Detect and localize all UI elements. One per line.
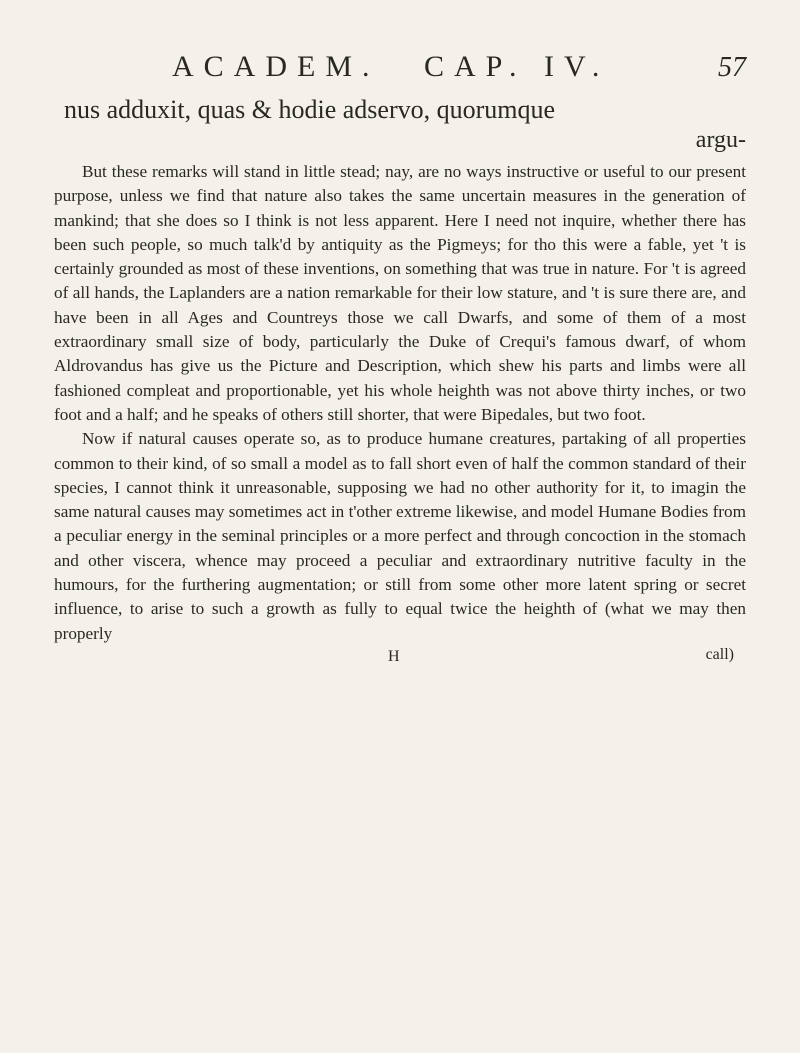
running-head-left: ACADEM. [172, 50, 380, 83]
paragraph-1: But these remarks will stand in little stead; nay, are no ways instructive or useful to our present purpose, unless we find that nature also takes the same uncertain measures in the generation of mankind; that she does so I think is not less apparent. Here I need not inquire, whether there has been such people, so much talk'd by antiquity as the Pigmeys; for tho this were a fable, yet 't is certainly grounded as most of these inventions, on something that was true in nature. For 't is agreed of all hands, the Laplanders are a nation remarkable for their low stature, and 't is sure there are, and have been in all Ages and Countreys those we call Dwarfs, and some of them of a most extraordinary small size of body, particularly the Duke of Crequi's famous dwarf, of whom Aldrovandus has give us the Picture and Description, which shew his parts and limbs were all fashioned compleat and proportionable, yet his whole heighth was not above thirty inches, or two foot and a half; and he speaks of others still shorter, that were Bipedales, but two foot. [54, 162, 746, 424]
running-head [54, 50, 746, 90]
catchword-top: argu- [695, 127, 746, 153]
page-footer [54, 646, 746, 676]
body-text [54, 160, 746, 646]
signature-mark: H [388, 647, 400, 665]
paragraph-2: Now if natural causes operate so, as to produce humane creatures, partaking of all properties common to their kind, of so small a model as to fall short even of half the common standard of their species, I cannot think it unreasonable, supposing we had no other authority for it, to imagin the same natural causes may sometimes act in t'other extreme likewise, and model Humane Bodies from a peculiar energy in the seminal principles or a more perfect and through concoction in the stomach and other viscera, whence may proceed a peculiar and extraordinary nutritive faculty in the humours, for the furthering augmentation; or still from some other more latent spring or secret influence, to arise to such a growth as fully to equal twice the heighth of (what we may then properly [54, 429, 746, 643]
latin-quotation-line: nus adduxit, quas & hodie adservo, quorumque [64, 95, 556, 124]
page-number: 57 [718, 52, 746, 83]
running-head-right: CAP. IV. [424, 50, 610, 83]
catchword-bottom: call) [705, 645, 734, 663]
